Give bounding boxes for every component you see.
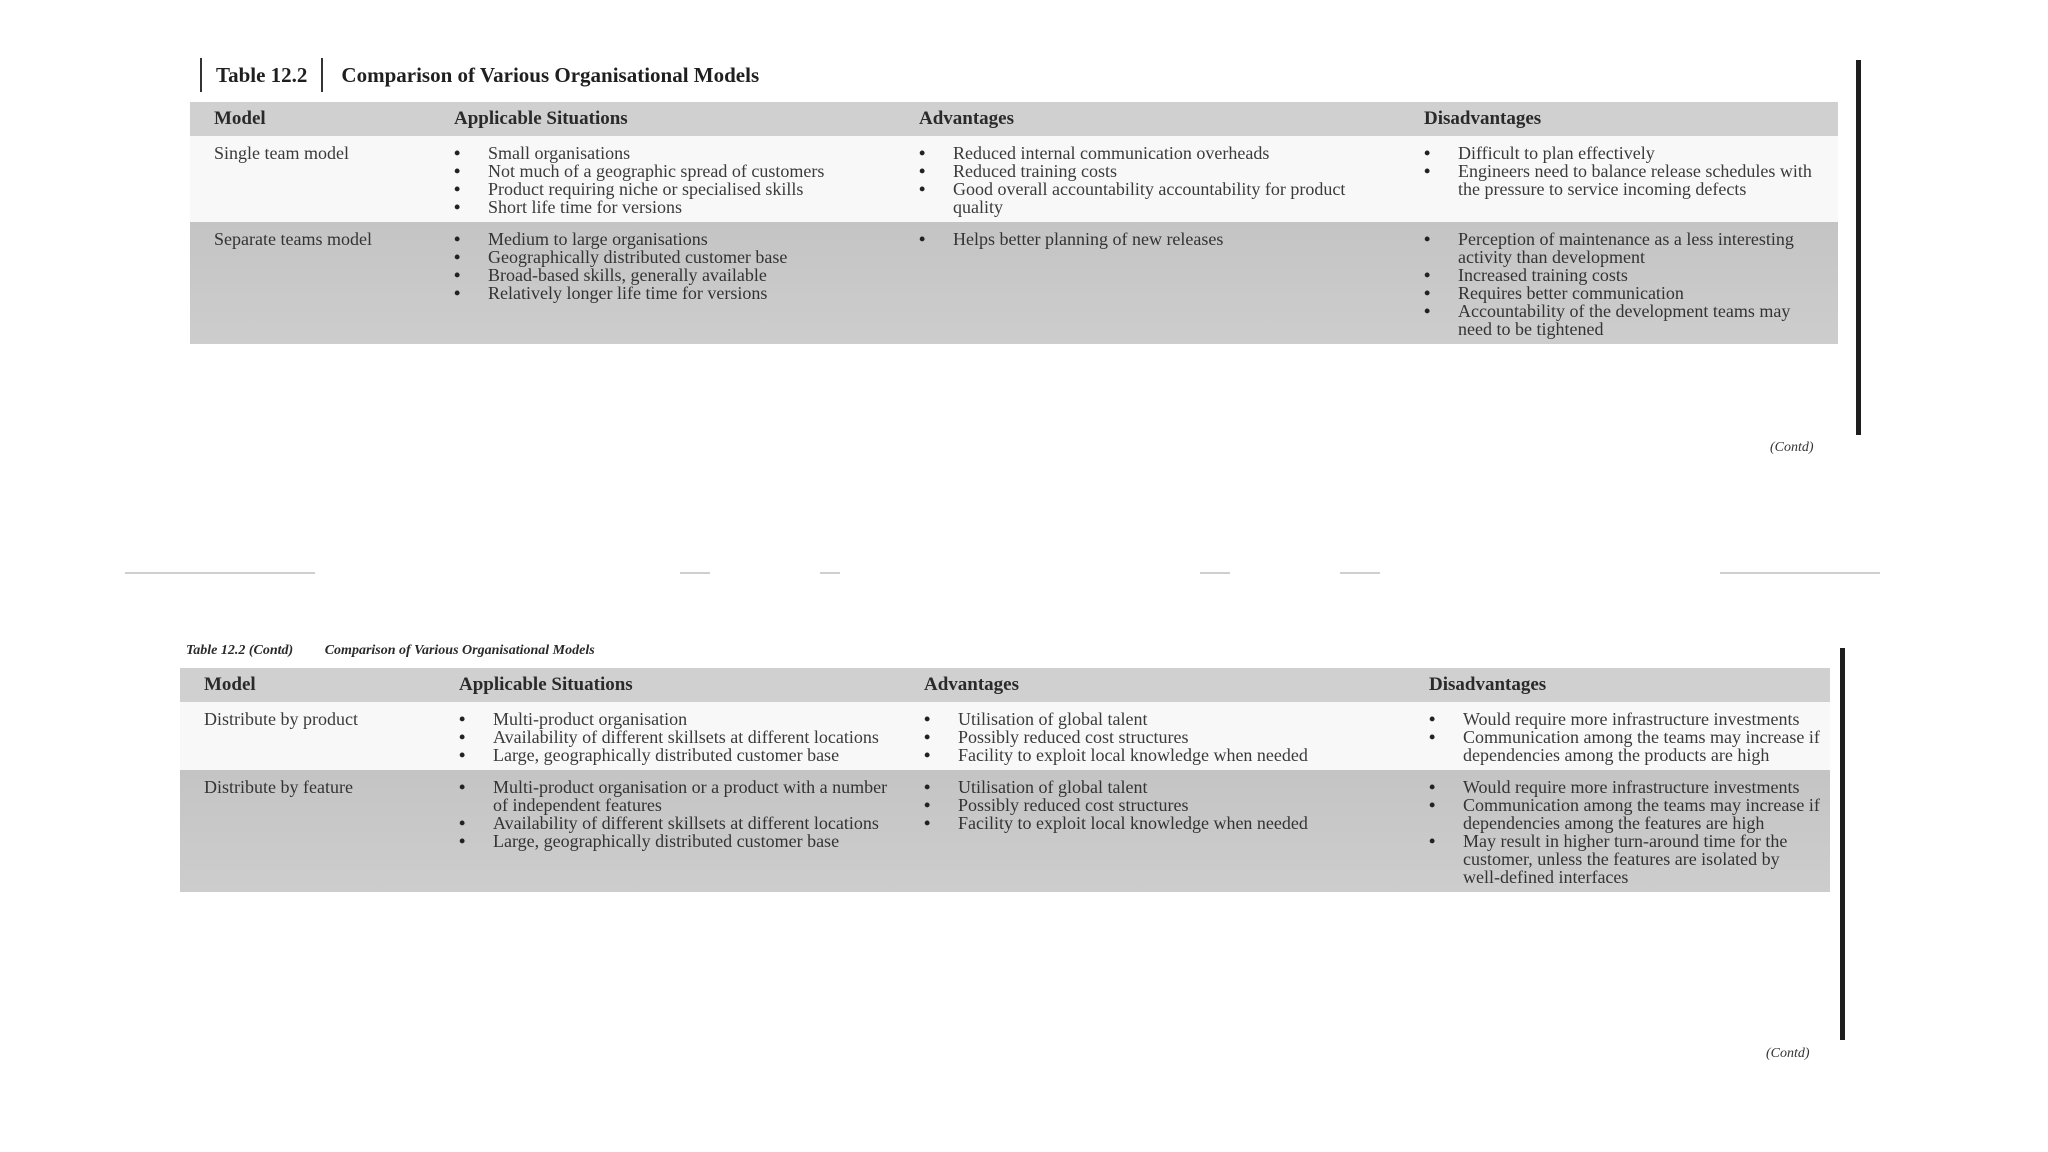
table1-header-model: Model [190, 102, 430, 136]
table2-number: Table 12.2 (Contd) [186, 643, 294, 658]
list-item: • Medium to large organisations [454, 230, 885, 248]
list-item: • Reduced internal communication overheads [919, 144, 1390, 162]
model-cell: Separate teams model [190, 222, 430, 344]
list-item: • Availability of different skillsets at different locations [459, 814, 890, 832]
list-item: • Possibly reduced cost structures [924, 796, 1395, 814]
scan-mark [1720, 572, 1880, 574]
table1-right-rule [1856, 60, 1861, 435]
disadvantages-cell [1400, 222, 1838, 344]
table-row [180, 770, 1830, 892]
list-item: • Engineers need to balance release schedules with the pressure to service incoming defects [1424, 162, 1828, 198]
disadvantages-list [1429, 710, 1820, 764]
list-item: • Communication among the teams may increase if dependencies among the products are high [1429, 728, 1820, 764]
list-item: • Multi-product organisation or a product with a number of independent features [459, 778, 890, 814]
table2-header-model: Model [180, 668, 435, 702]
list-item: • Utilisation of global talent [924, 778, 1395, 796]
advantages-cell [900, 702, 1405, 770]
table1-header-row [190, 102, 1838, 136]
list-item: • Short life time for versions [454, 198, 885, 216]
list-item: • Geographically distributed customer base [454, 248, 885, 266]
list-item: • Accountability of the development teams may need to be tightened [1424, 302, 1828, 338]
list-item: • Multi-product organisation [459, 710, 890, 728]
situations-cell [430, 136, 895, 222]
table2-contd: (Contd) [1766, 1046, 1810, 1061]
table-row [180, 702, 1830, 770]
list-item: • Requires better communication [1424, 284, 1828, 302]
table2 [180, 668, 1830, 892]
list-item: • Increased training costs [1424, 266, 1828, 284]
list-item: • Availability of different skillsets at different locations [459, 728, 890, 746]
table-row [190, 222, 1838, 344]
list-item: • Relatively longer life time for versions [454, 284, 885, 302]
situations-cell [435, 770, 900, 892]
advantages-cell [895, 136, 1400, 222]
model-cell: Distribute by feature [180, 770, 435, 892]
disadvantages-list [1429, 778, 1820, 886]
advantages-list [919, 144, 1390, 216]
situations-list [459, 710, 890, 764]
list-item: • Broad-based skills, generally available [454, 266, 885, 284]
list-item: • Product requiring niche or specialised skills [454, 180, 885, 198]
situations-list [454, 144, 885, 216]
table2-header-row [180, 668, 1830, 702]
table2-header-situations: Applicable Situations [435, 668, 900, 702]
list-item: • Not much of a geographic spread of customers [454, 162, 885, 180]
table1-title: Comparison of Various Organisational Models [341, 62, 760, 87]
scan-mark [820, 572, 840, 574]
advantages-cell [895, 222, 1400, 344]
list-item: • Possibly reduced cost structures [924, 728, 1395, 746]
situations-cell [430, 222, 895, 344]
disadvantages-list [1424, 230, 1828, 338]
list-item: • Facility to exploit local knowledge when needed [924, 746, 1395, 764]
table1-header-disadvantages: Disadvantages [1400, 102, 1838, 136]
advantages-list [924, 710, 1395, 764]
table1 [190, 102, 1838, 344]
advantages-list [919, 230, 1390, 248]
table2-header-advantages: Advantages [900, 668, 1405, 702]
model-cell: Single team model [190, 136, 430, 222]
situations-list [459, 778, 890, 850]
disadvantages-cell [1400, 136, 1838, 222]
situations-list [454, 230, 885, 302]
table1-number: Table 12.2 [200, 58, 323, 92]
disadvantages-cell [1405, 702, 1830, 770]
table1-header-situations: Applicable Situations [430, 102, 895, 136]
table1-header-advantages: Advantages [895, 102, 1400, 136]
scan-mark [1340, 572, 1380, 574]
list-item: • Good overall accountability accountability for product quality [919, 180, 1390, 216]
list-item: • Communication among the teams may increase if dependencies among the features are high [1429, 796, 1820, 832]
table2-header-disadvantages: Disadvantages [1405, 668, 1830, 702]
list-item: • Perception of maintenance as a less interesting activity than development [1424, 230, 1828, 266]
situations-cell [435, 702, 900, 770]
scan-mark [680, 572, 710, 574]
list-item: • Small organisations [454, 144, 885, 162]
model-cell: Distribute by product [180, 702, 435, 770]
table1-contd: (Contd) [1770, 440, 1814, 455]
disadvantages-list [1424, 144, 1828, 198]
table-row [190, 136, 1838, 222]
scan-mark [1200, 572, 1230, 574]
list-item: • Helps better planning of new releases [919, 230, 1390, 248]
list-item: • Would require more infrastructure investments [1429, 710, 1820, 728]
list-item: • Facility to exploit local knowledge when needed [924, 814, 1395, 832]
list-item: • May result in higher turn-around time for the customer, unless the features are isolated by well-defined interfaces [1429, 832, 1820, 886]
list-item: • Large, geographically distributed customer base [459, 832, 890, 850]
list-item: • Utilisation of global talent [924, 710, 1395, 728]
table2-right-rule [1840, 648, 1845, 1040]
list-item: • Difficult to plan effectively [1424, 144, 1828, 162]
list-item: • Reduced training costs [919, 162, 1390, 180]
table2-title: Comparison of Various Organisational Models [324, 643, 595, 658]
disadvantages-cell [1405, 770, 1830, 892]
table2-caption [186, 643, 595, 659]
advantages-cell [900, 770, 1405, 892]
scan-mark [125, 572, 315, 574]
list-item: • Would require more infrastructure investments [1429, 778, 1820, 796]
list-item: • Large, geographically distributed customer base [459, 746, 890, 764]
table1-caption [200, 58, 759, 92]
advantages-list [924, 778, 1395, 832]
